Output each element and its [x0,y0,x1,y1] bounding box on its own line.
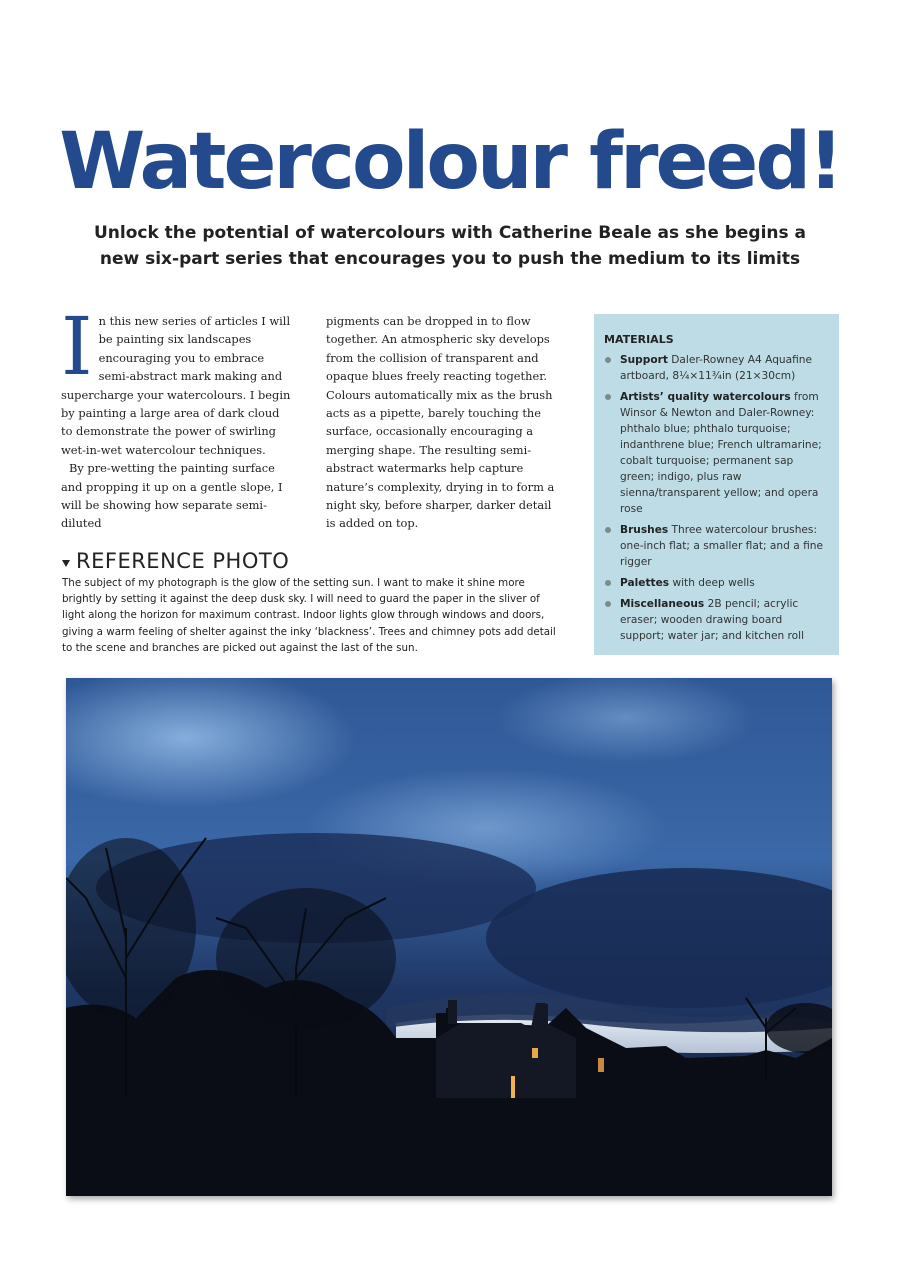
materials-item-text: from Winsor & Newton and Daler-Rowney: phthalo blue; phthalo turquoise; indanthrene blue; French ultramarine; cobalt turquoise; permanent sap green; indigo, plus raw sienna/transparent yellow; and opera rose [620,391,822,515]
article-title: Watercolour freed! [59,117,841,207]
materials-item-label: Artists’ quality watercolours [620,391,791,403]
triangle-down-icon [62,560,70,567]
body-paragraph: By pre-wetting the painting surface and propping it up on a gentle slope, I will be showing how separate semi-diluted [61,461,283,531]
materials-item-text: Three watercolour brushes: one-inch flat; a smaller flat; and a fine rigger [620,524,823,568]
materials-item-support [604,352,829,384]
body-column-1 [61,300,293,533]
bullet-icon [605,601,611,607]
standfirst [80,220,820,272]
materials-list [604,352,829,644]
body-column-2 [326,312,558,533]
materials-item-brushes [604,522,829,570]
materials-item-text: with deep wells [669,577,755,589]
bullet-icon [605,527,611,533]
bullet-icon [605,580,611,586]
materials-item-label: Palettes [620,577,670,589]
bullet-icon [605,394,611,400]
materials-item-watercolours [604,389,829,517]
reference-photo-heading [62,549,289,573]
standfirst-tail: as she begins a new six-part series that encourages you to push the medium to its limits [99,223,807,269]
reference-photo-caption: The subject of my photograph is the glow of the setting sun. I want to make it shine more brightly by setting it against the deep dusk sky. I will need to guard the paper in the sliver of light along the horizon for maximum contrast. Indoor lights glow through windows and doors, giving a warm feeling of shelter against the inky ‘blackness’. Trees and chimney pots add detail to the scene and branches are picked out against the last of the sun. [62,577,556,654]
materials-item-label: Support [620,354,668,366]
body-paragraph: pigments can be dropped in to flow together. An atmospheric sky develops from the collision of transparent and opaque blues freely reacting together. Colours automatically mix as the brush acts as a pipette, barely touching the surface, occasionally encouraging a merging shape. The resulting semi-abstract watermarks help capture nature’s complexity, drying in to form a night sky, before sharper, darker detail is added on top. [326,314,555,531]
materials-box [594,314,839,655]
bullet-icon [605,357,611,363]
materials-item-label: Miscellaneous [620,598,705,610]
reference-heading-label: REFERENCE PHOTO [76,549,290,573]
materials-heading: MATERIALS [604,333,674,346]
dusk-sky-photo [66,678,832,1196]
materials-item-label: Brushes [620,524,669,536]
intro-paragraph [61,300,293,459]
intro-text: n this new series of articles I will be painting six landscapes encouraging you to embrace semi-abstract mark making and supercharge your watercolours. I begin by painting a large area of dark cloud to demonstrate the power of swirling wet-in-wet watercolour techniques. [61,314,291,457]
drop-cap: I [61,300,93,393]
materials-item-miscellaneous [604,596,829,644]
standfirst-lead: Unlock the potential of watercolours with [93,223,499,243]
materials-item-text: 2B pencil; acrylic eraser; wooden drawing board support; water jar; and kitchen roll [620,598,805,642]
materials-item-text: Daler-Rowney A4 Aquafine artboard, 8¼×11¾in (21×30cm) [620,354,813,382]
author-name: Catherine Beale [498,223,652,243]
materials-item-palettes [604,575,829,591]
reference-photo [66,678,832,1196]
